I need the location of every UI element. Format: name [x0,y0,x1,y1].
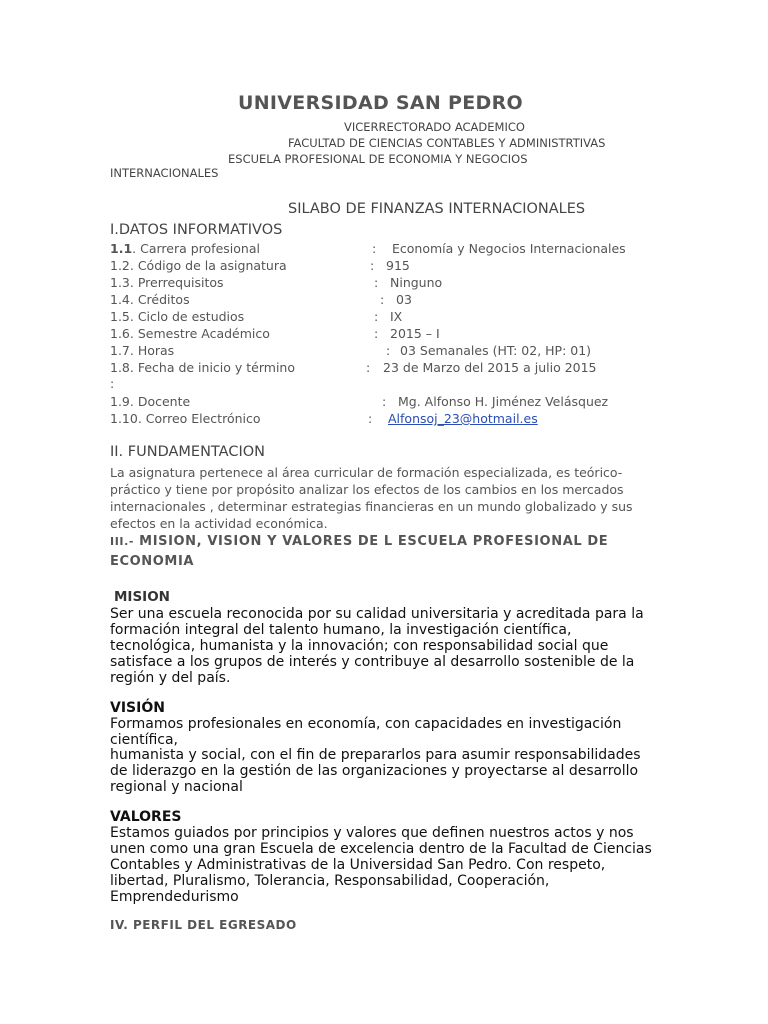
row-colon: : [368,411,373,426]
row-value: 03 Semanales (HT: 02, HP: 01) [400,343,592,358]
valores-text: Estamos guiados por principios y valores que definen nuestros actos y nos unen como una gran Escuela de excelencia dentro de la Facultad de Ciencias Contables y Administrativas de la Universidad San Pedro. Con respeto, libertad, Pluralismo, Tolerancia, Responsabilidad, Cooperación, Emprendedurismo [110,825,652,905]
vision-text-1: Formamos profesionales en economía, con capacidades en investigación científica, [110,716,622,748]
vision-title: VISIÓN [110,700,165,716]
row-label: 1.6. Semestre Académico [110,326,270,341]
row-colon: : [374,275,379,290]
row-colon: : [382,394,387,409]
row-colon: : [374,309,379,324]
university-title: UNIVERSIDAD SAN PEDRO [238,92,523,114]
mision-text: Ser una escuela reconocida por su calidad universitaria y acreditada para la formación integral del talento humano, la investigación científica, tecnológica, humanista y la innovación; con responsabilidad social que satisface a los grupos de interés y contribuye al desarrollo sostenible de la región y del país. [110,606,644,686]
mision-section-heading: III.- MISION, VISION Y VALORES DE L ESCUELA PROFESIONAL DE ECONOMIA [110,534,609,569]
row-label: : [110,376,115,391]
row-value: 915 [386,258,410,273]
vicerrectorado-label: VICERRECTORADO ACADEMICO [344,120,525,134]
row-colon: : [370,258,375,273]
row-value: 2015 – I [390,326,440,341]
mision-title: MISION [114,589,170,605]
row-colon: : [374,326,379,341]
perfil-heading: IV. PERFIL DEL EGRESADO [110,918,297,932]
escuela-label: ESCUELA PROFESIONAL DE ECONOMIA Y NEGOCIOS [228,152,528,166]
row-label: 1.8. Fecha de inicio y término [110,360,295,375]
row-label: 1.9. Docente [110,394,191,409]
row-label: 1.1. Carrera profesional [110,241,260,256]
row-label: 1.3. Prerrequisitos [110,275,224,290]
row-colon: : [386,343,391,358]
silabo-title: SILABO DE FINANZAS INTERNACIONALES [288,201,586,217]
section-number: III.- [110,535,135,548]
row-value: Economía y Negocios Internacionales [392,241,626,256]
datos-heading: I.DATOS INFORMATIVOS [110,222,283,238]
valores-title: VALORES [110,809,182,825]
row-number: 1.1 [110,241,133,256]
row-value: 03 [396,292,412,307]
row-value: Mg. Alfonso H. Jiménez Velásquez [398,394,609,409]
email-link[interactable]: Alfonsoj_23@hotmail.es [388,411,538,426]
row-colon: : [372,241,377,256]
facultad-label: FACULTAD DE CIENCIAS CONTABLES Y ADMINISTRTIVAS [288,136,606,150]
row-colon: : [366,360,371,375]
row-label: 1.2. Código de la asignatura [110,258,287,273]
vision-text-2: humanista y social, con el fin de prepararlos para asumir responsabilidades de liderazgo en la gestión de las organizaciones y proyectarse al desarrollo regional y nacional [110,747,641,795]
row-value: Ninguno [390,275,443,290]
row-label: 1.7. Horas [110,343,175,358]
fundamentacion-text: La asignatura pertenece al área curricular de formación especializada, es teórico-práctico y tiene por propósito analizar los efectos de los cambios en los mercados internacionales , determinar estrategias financieras en un mundo globalizado y sus efectos en la actividad económica. [110,465,633,531]
row-colon: : [380,292,385,307]
fundamentacion-heading: II. FUNDAMENTACION [110,444,265,460]
escuela-label-cont: INTERNACIONALES [110,166,219,180]
row-label: 1.5. Ciclo de estudios [110,309,245,324]
row-value: 23 de Marzo del 2015 a julio 2015 [383,360,597,375]
row-label: 1.4. Créditos [110,292,190,307]
row-value: IX [390,309,403,324]
row-label: 1.10. Correo Electrónico [110,411,261,426]
